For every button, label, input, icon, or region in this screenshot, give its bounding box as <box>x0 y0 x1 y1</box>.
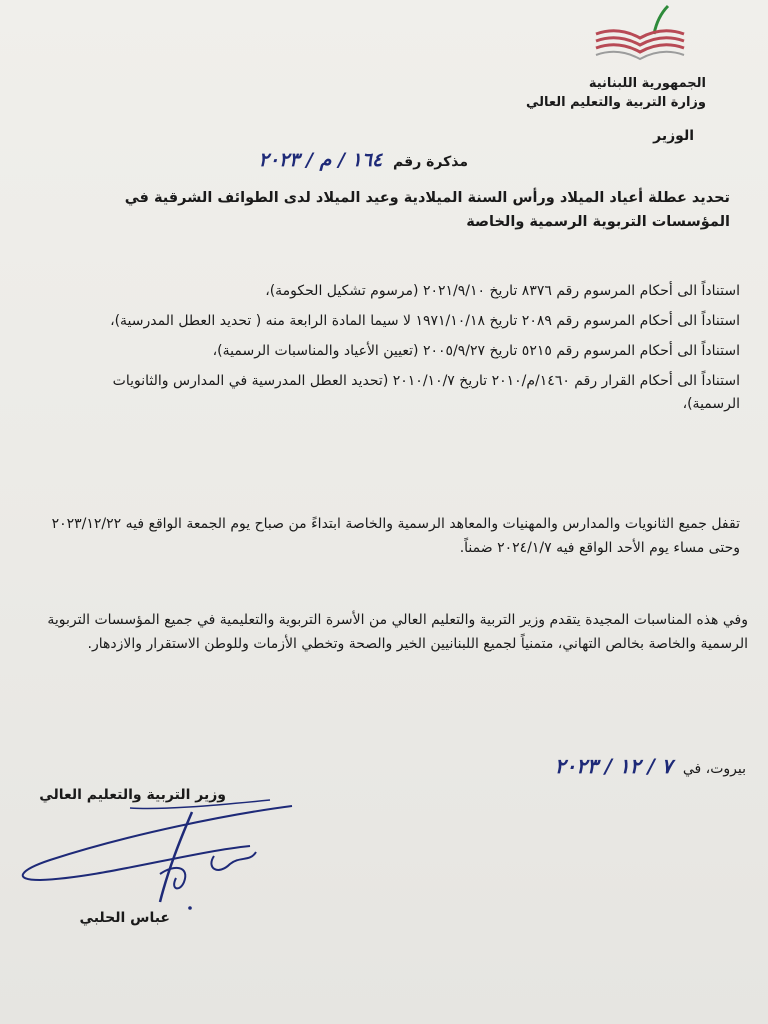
date-handwritten: ٧ / ١٢ / ٢٠٢٣ <box>554 754 673 778</box>
signatory-name: عباس الحلبي <box>79 910 170 926</box>
memo-label: مذكرة رقم <box>393 154 468 170</box>
handwritten-signature <box>10 790 310 920</box>
republic-name: الجمهورية اللبنانية <box>588 76 706 91</box>
memo-subject: تحديد عطلة أعياد الميلاد ورأس السنة الميلادية وعيد الميلاد لدى الطوائف الشرقية في المؤسسات التربوية الرسمية والخاصة <box>124 190 730 230</box>
minister-label: الوزير <box>653 128 694 144</box>
reference-item: استناداً الى أحكام المرسوم رقم ٥٢١٥ تاريخ ٢٠٠٥/٩/٢٧ (تعيين الأعياد والمناسبات الرسمية)، <box>212 343 740 359</box>
ministry-name: وزارة التربية والتعليم العالي <box>525 95 706 110</box>
closure-decision: تقفل جميع الثانويات والمدارس والمهنيات والمعاهد الرسمية والخاصة ابتداءً من صباح يوم الجمعة الواقع فيه ٢٠٢٣/١٢/٢٢ وحتى مساء يوم الأحد الواقع فيه ٢٠٢٤/١/٧ ضمناً. <box>51 516 740 556</box>
date-label: بيروت، في <box>682 761 746 777</box>
references-section <box>60 280 740 423</box>
reference-item: استناداً الى أحكام المرسوم رقم ٨٣٧٦ تاريخ ٢٠٢١/٩/١٠ (مرسوم تشكيل الحكومة)، <box>265 283 740 299</box>
signatory-title: وزير التربية والتعليم العالي <box>39 787 226 803</box>
memo-number-line <box>259 149 468 171</box>
reference-item: استناداً الى أحكام القرار رقم ١٤٦٠/م/٢٠١٠ تاريخ ٢٠١٠/١٠/٧ (تحديد العطل المدرسية في المدارس والثانويات الرسمية)، <box>112 373 740 412</box>
date-line <box>555 754 746 778</box>
memo-number-handwritten: ١٦٤ / م / ٢٠٢٣ <box>258 149 383 171</box>
greeting-paragraph: وفي هذه المناسبات المجيدة يتقدم وزير التربية والتعليم العالي من الأسرة التربوية والتعليمية في جميع المؤسسات التربوية الرسمية والخاصة بخالص التهاني، متمنياً لجميع اللبنانيين الخير والصحة وتخطي الأزمات وللوطن الاستقرار والازدهار. <box>47 612 748 652</box>
reference-item: استناداً الى أحكام المرسوم رقم ٢٠٨٩ تاريخ ١٩٧١/١٠/١٨ لا سيما المادة الرابعة منه ( تحديد العطل المدرسية)، <box>110 313 740 329</box>
ministry-logo <box>590 4 690 64</box>
ministry-header <box>506 74 706 112</box>
